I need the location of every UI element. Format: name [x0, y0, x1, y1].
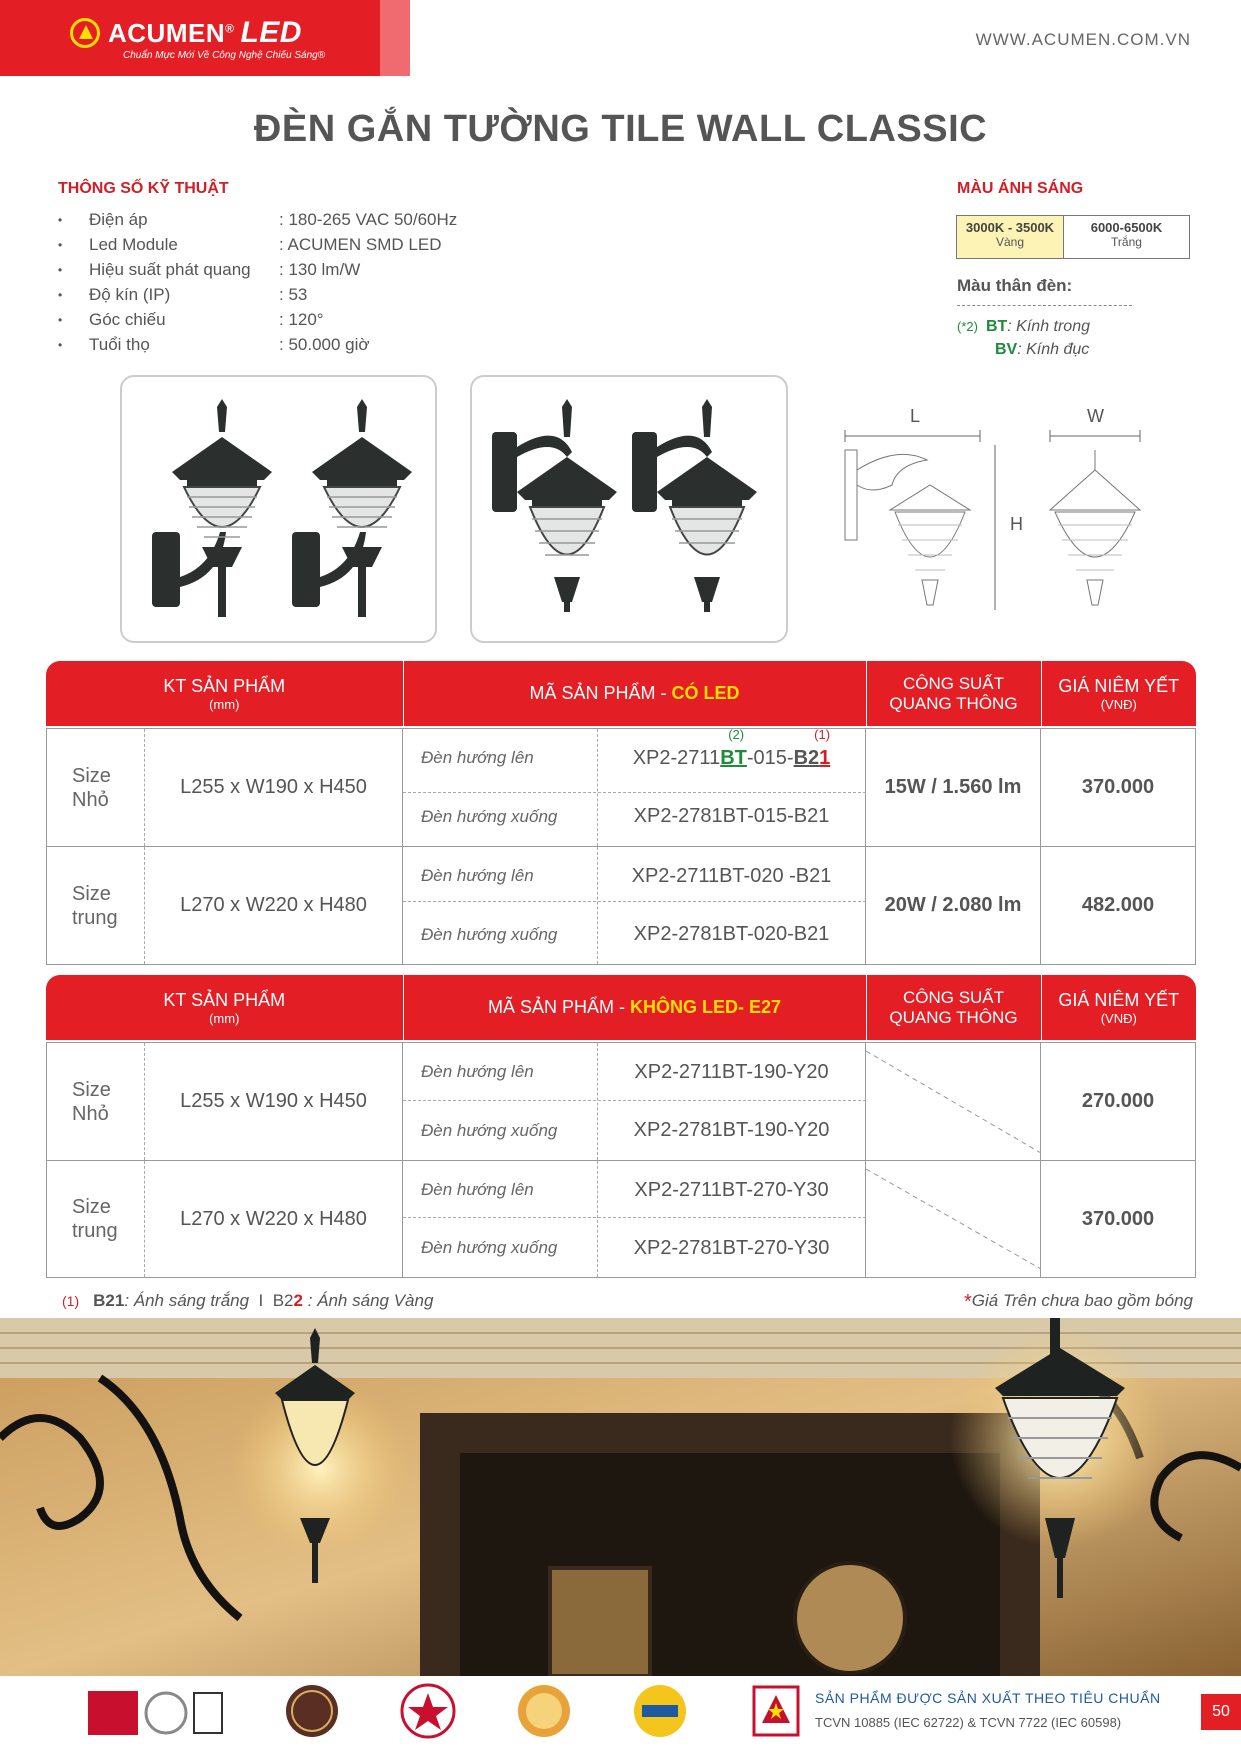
lamp-up-illustration	[122, 377, 439, 645]
swatch-cool: 6000-6500K Trắng	[1064, 216, 1189, 258]
brand-reg: ®	[225, 21, 235, 36]
installation-scene	[0, 1318, 1241, 1676]
hdr-code: MÃ SẢN PHẨM - KHÔNG LED- E27	[403, 975, 866, 1040]
light-swatches	[956, 215, 1190, 259]
gold-trust-badge-icon	[282, 1683, 342, 1739]
scene-illustration	[0, 1318, 1241, 1676]
hdr-power: CÔNG SUẤT QUANG THÔNG	[866, 975, 1041, 1040]
footnote-b21-b22: (1) B21: Ánh sáng trắng I B22 : Ánh sáng Vàng	[62, 1291, 434, 1310]
table-row: Size Nhỏ L255 x W190 x H450 Đèn hướng lên Đèn hướng xuống XP2-2711BT-190-Y20 XP2-2781BT-190-Y20 270.000	[47, 1043, 1195, 1161]
dimension-drawing	[830, 400, 1200, 620]
brand-banner	[0, 0, 410, 76]
well-known-badge-icon	[630, 1683, 690, 1739]
vn-quality-badge-icon	[746, 1683, 806, 1739]
brand-stripe	[380, 0, 410, 76]
acumen-logo-icon	[70, 18, 100, 48]
table-noled-body	[46, 1042, 1196, 1278]
brand-name: ACUMEN	[108, 18, 226, 48]
lamp-down-illustration	[472, 377, 790, 645]
dim-w-label: W	[1087, 406, 1104, 426]
glass-note-bt: (*2) BT: Kính trong	[957, 318, 1090, 335]
hdr-price: GIÁ NIÊM YẾT (VNĐ)	[1041, 661, 1196, 726]
hdr-code: MÃ SẢN PHẨM - CÓ LED	[403, 661, 866, 726]
spec-list	[58, 207, 457, 357]
spec-item: • Điện áp : 180-265 VAC 50/60Hz	[58, 209, 458, 229]
spec-title: THÔNG SỐ KỸ THUẬT	[58, 180, 229, 197]
website-link[interactable]: WWW.ACUMEN.COM.VN	[975, 30, 1191, 49]
star-award-badge-icon	[398, 1683, 458, 1739]
product-photo-down	[470, 375, 788, 643]
spec-item: • Độ kín (IP) : 53	[58, 284, 308, 304]
page-title: ĐÈN GẮN TƯỜNG TILE WALL CLASSIC	[253, 108, 988, 150]
empty-cell-slash	[866, 1043, 1040, 1161]
code-up-led-small: XP2-2711 (2) BT-015-B2 (1) 1	[632, 726, 831, 769]
hdr-size: KT SẢN PHẨM (mm)	[46, 975, 403, 1040]
body-color-title: Màu thân đèn:	[957, 276, 1073, 295]
brand-award-badge-icon	[514, 1683, 574, 1739]
light-color-title: MÀU ÁNH SÁNG	[957, 180, 1084, 197]
divider	[957, 305, 1132, 306]
dim-h-label: H	[1010, 514, 1023, 534]
brand-led: LED	[240, 16, 302, 49]
glass-note-bv: BV: Kính đục	[995, 341, 1090, 358]
table-row: Size Nhỏ L255 x W190 x H450 Đèn hướng lên Đèn hướng xuống XP2-2711 (2) BT-015-B2 (1) 1 XP2-2781BT-015-B21 15W / 1.560 lm 370.000	[47, 729, 1195, 847]
spec-item: • Tuổi thọ : 50.000 giờ	[58, 334, 370, 354]
hdr-size: KT SẢN PHẨM (mm)	[46, 661, 403, 726]
spec-item: • Led Module : ACUMEN SMD LED	[58, 234, 442, 254]
hdr-price: GIÁ NIÊM YẾT (VNĐ)	[1041, 975, 1196, 1040]
dim-l-label: L	[910, 406, 921, 426]
tagline: Chuẩn Mực Mới Về Công Nghệ Chiếu Sáng®	[123, 50, 326, 61]
swatch-warm: 3000K - 3500K Vàng	[957, 216, 1064, 258]
logo	[70, 16, 302, 50]
page-number: 50	[1201, 1694, 1241, 1730]
product-photo-up	[120, 375, 437, 643]
table-led-body	[46, 728, 1196, 965]
table-row: Size trung L270 x W220 x H480 Đèn hướng lên Đèn hướng xuống XP2-2711BT-270-Y30 XP2-2781BT-270-Y30 370.000	[47, 1161, 1195, 1277]
table-noled-header	[46, 975, 1196, 1040]
certification-badges	[86, 1683, 862, 1739]
price-note: *Giá Trên chưa bao gồm bóng	[964, 1291, 1193, 1313]
spec-item: • Góc chiếu : 120°	[58, 309, 324, 329]
table-row: Size trung L270 x W220 x H480 Đèn hướng lên Đèn hướng xuống XP2-2711BT-020 -B21 XP2-2781BT-020-B21 20W / 2.080 lm 482.000	[47, 847, 1195, 964]
empty-cell-slash	[866, 1161, 1040, 1277]
hdr-power: CÔNG SUẤT QUANG THÔNG	[866, 661, 1041, 726]
table-led-header	[46, 661, 1196, 726]
standard-title: SẢN PHẨM ĐƯỢC SẢN XUẤT THEO TIÊU CHUẨN	[815, 1690, 1161, 1706]
standard-text: TCVN 10885 (IEC 62722) & TCVN 7722 (IEC 60598)	[815, 1715, 1122, 1730]
iso-badge-icon	[86, 1683, 226, 1739]
spec-item: • Hiệu suất phát quang : 130 lm/W	[58, 259, 361, 279]
